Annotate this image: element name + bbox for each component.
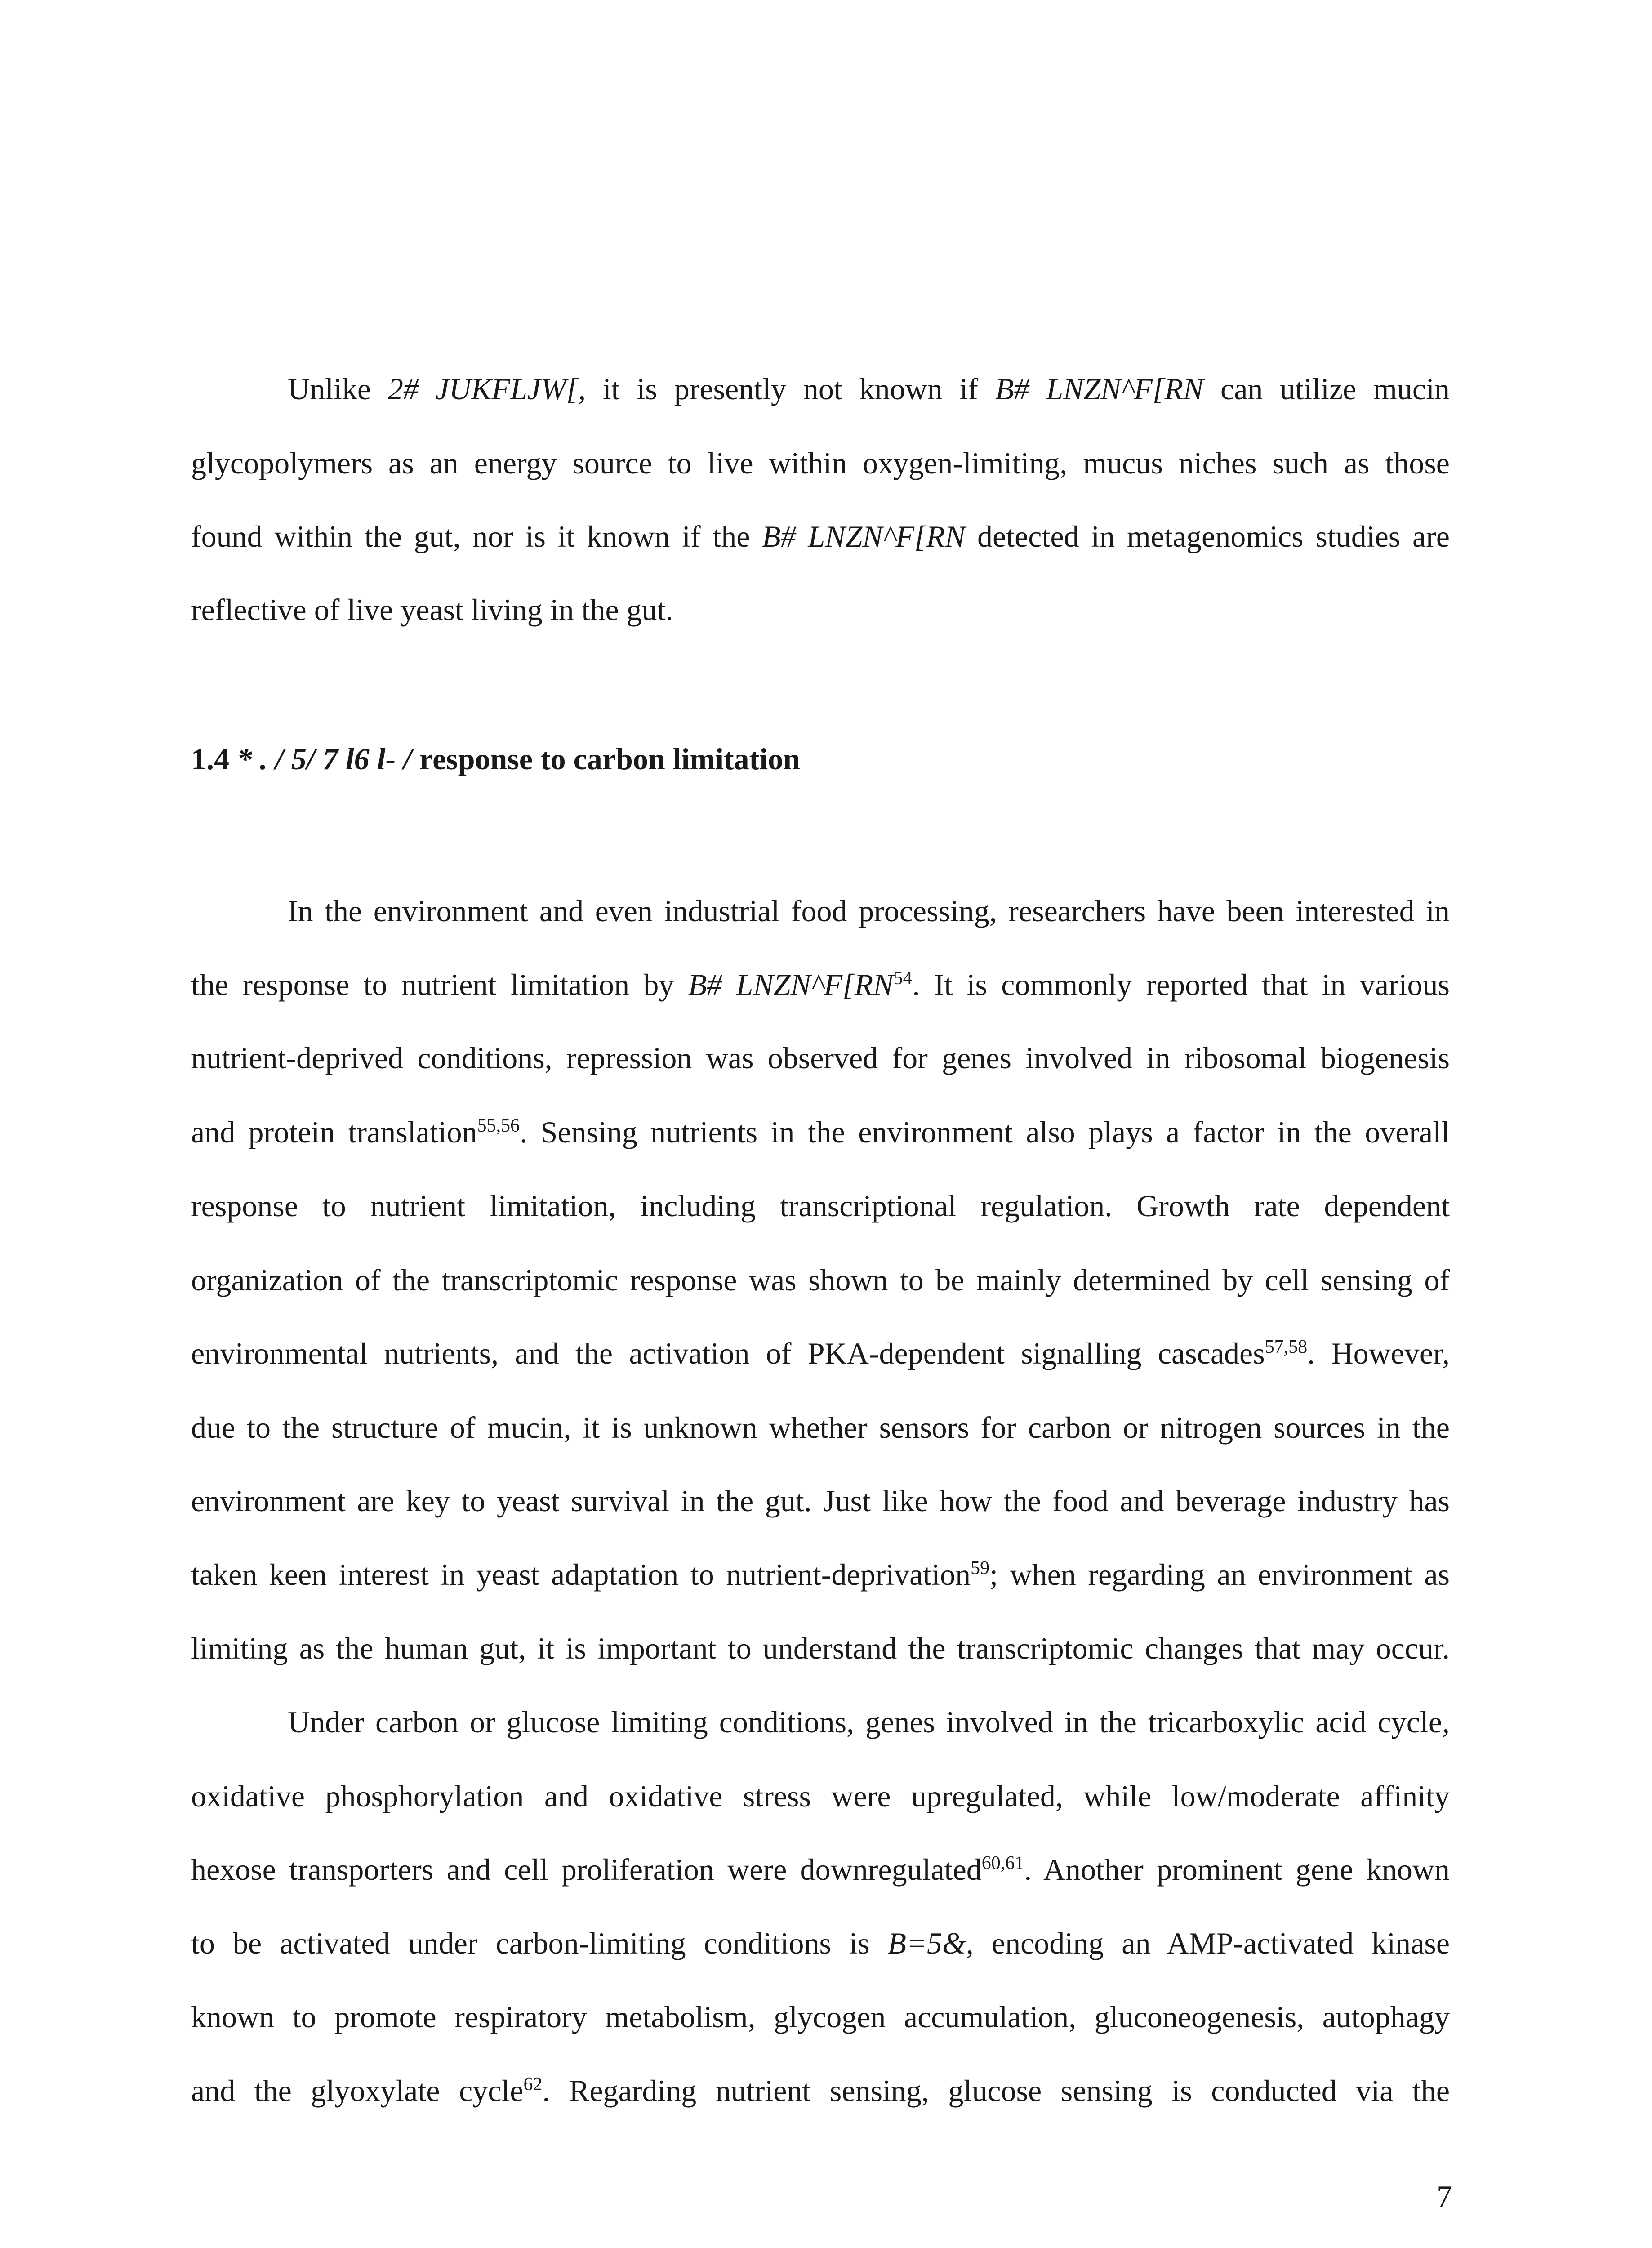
paragraph-1-line-3: found within the gut, nor is it known if the B# LNZN^F[RN detected in metagenomics studies are bbox=[191, 519, 1450, 553]
citation-superscript: 60,61 bbox=[981, 1853, 1024, 1873]
paragraph-2-line-8: due to the structure of mucin, it is unknown whether sensors for carbon or nitrogen sources in the bbox=[191, 1410, 1450, 1445]
paragraph-3-line-6: and the glyoxylate cycle$^{62}$. Regarding nutrient sensing, glucose sensing is conducted via the bbox=[191, 2074, 1450, 2108]
garbled-italic-text: B=5& bbox=[887, 1926, 966, 1960]
garbled-italic-text: 2# JUKFLJW[ bbox=[387, 372, 579, 406]
citation-superscript: 54 bbox=[893, 968, 913, 989]
paragraph-3-line-3: hexose transporters and cell proliferation were downregulated$^{60,61}$. Another prominent gene known bbox=[191, 1852, 1450, 1887]
paragraph-2-line-3: nutrient-deprived conditions, repression was observed for genes involved in ribosomal biogenesis bbox=[191, 1041, 1450, 1075]
paragraph-2-line-9: environment are key to yeast survival in the gut. Just like how the food and beverage industry has bbox=[191, 1484, 1450, 1518]
garbled-italic-text: B# LNZN^F[RN bbox=[688, 968, 894, 1002]
citation-superscript: 62 bbox=[523, 2074, 543, 2095]
paragraph-1-line-1: Unlike 2# JUKFLJW[, it is presently not known if B# LNZN^F[RN can utilize mucin bbox=[288, 372, 1450, 406]
paragraph-3-line-5: known to promote respiratory metabolism, glycogen accumulation, gluconeogenesis, autophagy bbox=[191, 2000, 1450, 2034]
garbled-italic-text: B# LNZN^F[RN bbox=[762, 519, 966, 553]
paragraph-2-line-2: the response to nutrient limitation by B# LNZN^F[RN$^{54}$. It is commonly reported that in various bbox=[191, 968, 1450, 1002]
paragraph-2-line-7: environmental nutrients, and the activation of PKA-dependent signalling cascades$^{57,58}$. However, bbox=[191, 1336, 1450, 1370]
paragraph-3-line-1: Under carbon or glucose limiting conditions, genes involved in the tricarboxylic acid cycle, bbox=[288, 1705, 1450, 1739]
paragraph-2-line-1: In the environment and even industrial food processing, researchers have been interested in bbox=[288, 894, 1450, 928]
garbled-italic-text: B# LNZN^F[RN bbox=[995, 372, 1204, 406]
paragraph-1-line-4: reflective of live yeast living in the gut. bbox=[191, 593, 673, 627]
citation-superscript: 55,56 bbox=[477, 1115, 520, 1136]
paragraph-2-line-6: organization of the transcriptomic response was shown to be mainly determined by cell sensing of bbox=[191, 1263, 1450, 1297]
paragraph-1-line-2: glycopolymers as an energy source to live within oxygen-limiting, mucus niches such as those bbox=[191, 446, 1450, 480]
citation-superscript: 59 bbox=[971, 1558, 990, 1579]
page-number: 7 bbox=[1437, 2179, 1452, 2213]
citation-superscript: 57,58 bbox=[1265, 1337, 1308, 1357]
paragraph-2-line-5: response to nutrient limitation, including transcriptional regulation. Growth rate dependent bbox=[191, 1189, 1450, 1223]
section-heading: 1.4 * . / 5/ 7 l6 l- / response to carbon limitation bbox=[191, 742, 800, 776]
paragraph-3-line-4: to be activated under carbon-limiting conditions is B=5&, encoding an AMP-activated kinase bbox=[191, 1926, 1450, 1960]
garbled-italic-text: * . / 5/ 7 l6 l- / bbox=[237, 742, 412, 776]
paragraph-2-line-11: limiting as the human gut, it is important to understand the transcriptomic changes that may occur. bbox=[191, 1631, 1450, 1665]
paragraph-2-line-4: and protein translation$^{55,56}$. Sensing nutrients in the environment also plays a factor in the overall bbox=[191, 1115, 1450, 1149]
paragraph-2-line-10: taken keen interest in yeast adaptation to nutrient-deprivation$^{59}$; when regarding an environment as bbox=[191, 1557, 1450, 1592]
paragraph-3-line-2: oxidative phosphorylation and oxidative stress were upregulated, while low/moderate affinity bbox=[191, 1779, 1450, 1813]
